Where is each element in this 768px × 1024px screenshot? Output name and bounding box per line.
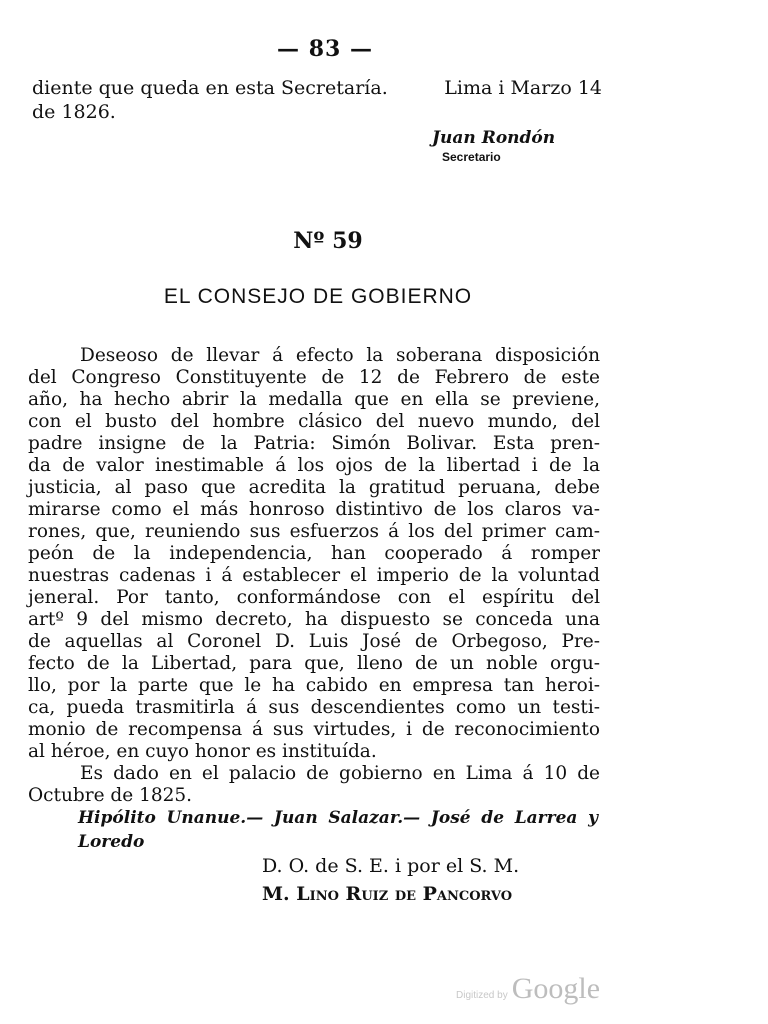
body-line: año, ha hecho abrir la medalla que en ella se previene, [28,389,600,410]
body-line: Es dado en el palacio de gobierno en Lima á 10 de [80,763,600,784]
body-line: Octubre de 1825. [28,785,193,806]
signers-line: Loredo [78,832,145,852]
body-line: llo, por la parte que le ha cabido en empresa tan heroi- [28,675,600,696]
body-line: justicia, al paso que acredita la gratitud peruana, debe [28,477,600,498]
document-number: Nº 59 [293,228,363,254]
body-line: de aquellas al Coronel D. Luis José de Orbegoso, Pre- [28,631,600,652]
signers-line: Hipólito Unanue.— Juan Salazar.— José de Larrea y [78,808,598,828]
signature-name: Juan Rondón [432,128,556,148]
digitized-watermark [456,972,600,1006]
closing-text: diente que queda en esta Secretaría. [32,77,388,99]
signature-title: Secretario [442,150,501,164]
body-line: mirarse como el más honroso distintivo de los claros va- [28,499,600,520]
google-logo: Google [511,972,601,1005]
closing-year: de 1826. [32,101,116,123]
decree-line: D. O. de S. E. i por el S. M. [262,855,520,877]
page-number: — 83 — [277,36,373,62]
body-line: peón de la independencia, han cooperado á romper [28,543,600,564]
document-body [28,345,600,807]
body-line: nuestras cadenas i á establecer el imperio de la voluntad [28,565,600,586]
watermark-prefix: Digitized by [456,990,508,1001]
body-line: padre insigne de la Patria: Simón Bolivar. Esta pren- [28,433,600,454]
decree-attestation [262,852,519,908]
closing-line-1 [32,76,602,100]
body-line: del Congreso Constituyente de 12 de Febrero de este [28,367,600,388]
closing-date: Lima i Marzo 14 [444,77,602,99]
body-line: ca, pueda trasmitirla á sus descendientes como un testi- [28,697,600,718]
body-line: fecto de la Libertad, para que, lleno de un noble orgu- [28,653,600,674]
document-title: EL CONSEJO DE GOBIERNO [163,285,473,308]
body-line: jeneral. Por tanto, conformándose con el espíritu del [28,587,600,608]
body-line: artº 9 del mismo decreto, ha dispuesto se conceda una [28,609,600,630]
body-line: da de valor inestimable á los ojos de la libertad i de la [28,455,600,476]
signers [78,806,598,854]
body-line: con el busto del hombre clásico del nuevo mundo, del [28,411,600,432]
secretary-name: M. Lino Ruiz de Pancorvo [262,883,513,905]
previous-document-closing [32,76,602,124]
body-line: monio de recompensa á sus virtudes, i de reconocimiento [28,719,600,740]
body-line: Deseoso de llevar á efecto la soberana disposición [80,345,600,366]
body-line: al héroe, en cuyo honor es instituída. [28,741,377,762]
body-line: rones, que, reuniendo sus esfuerzos á los del primer cam- [28,521,600,542]
